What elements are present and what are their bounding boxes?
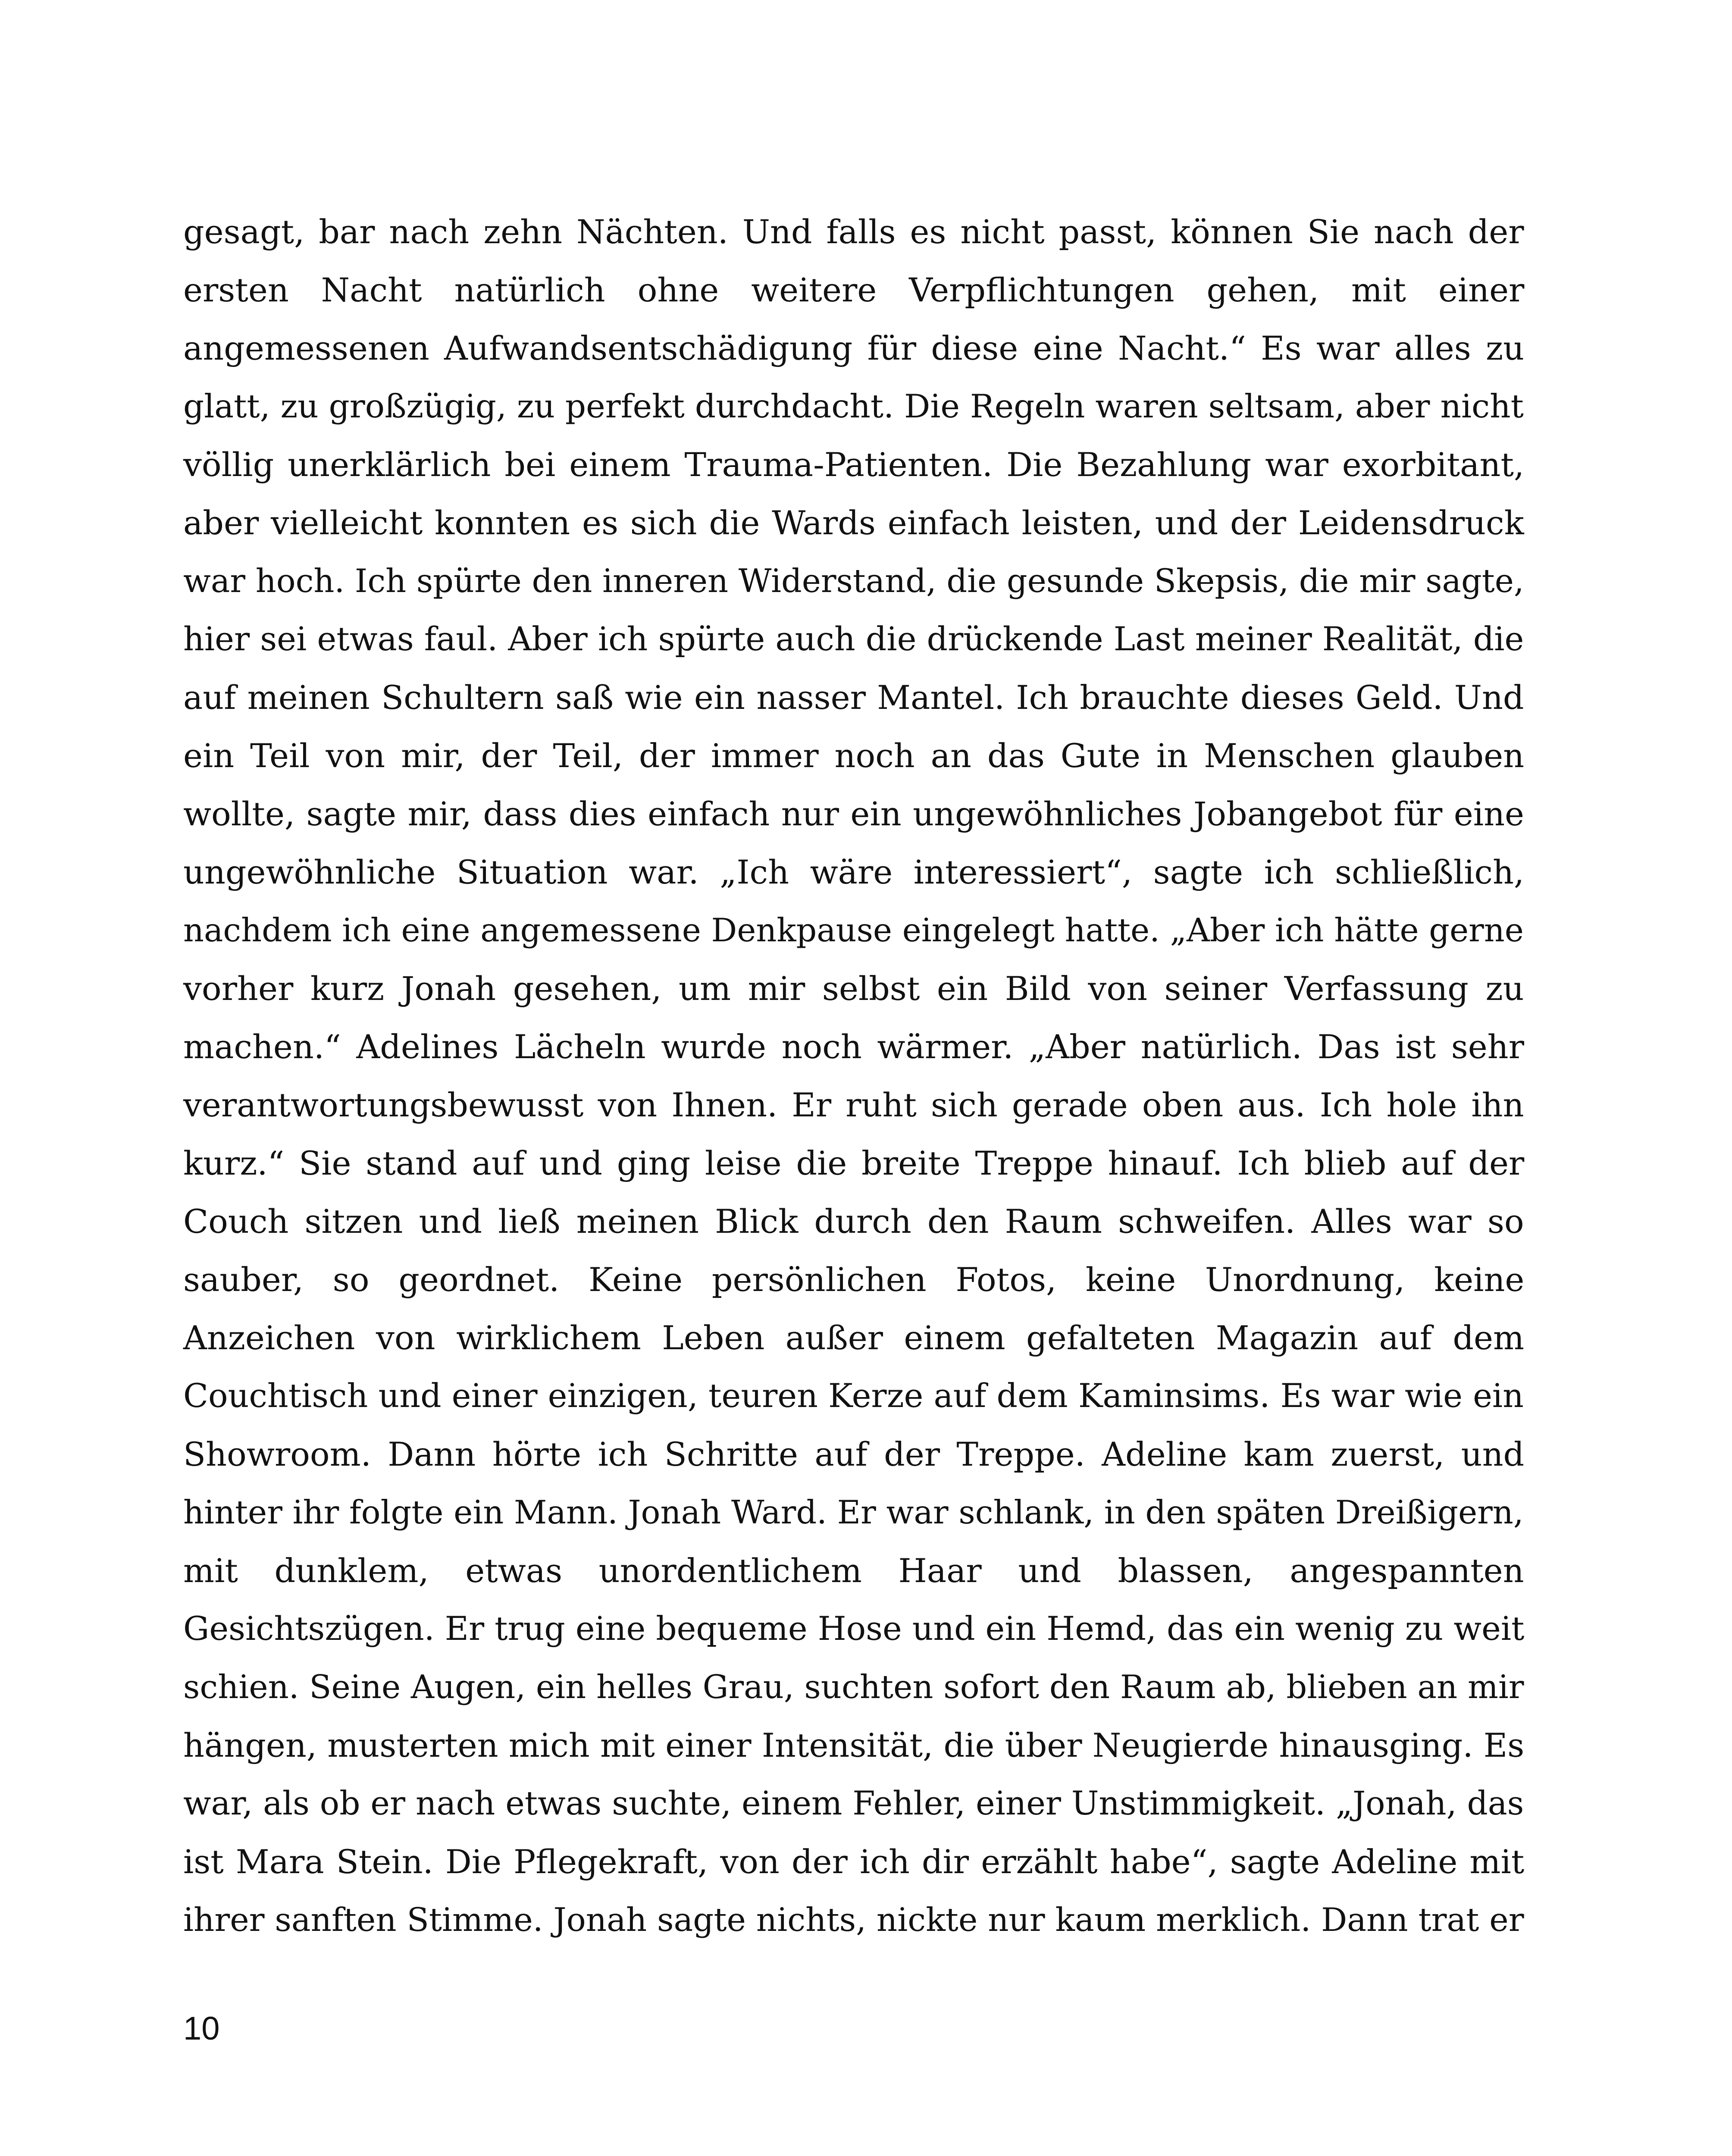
text-line: hier sei etwas faul. Aber ich spürte auch die drückende Last meiner Realität, die [183, 620, 1524, 658]
text-line: ist Mara Stein. Die Pflegekraft, von der ich dir erzählt habe“, sagte Adeline mit [183, 1843, 1525, 1881]
text-line: sauber, so geordnet. Keine persönlichen Fotos, keine Unordnung, keine [183, 1260, 1525, 1299]
text-line: völlig unerklärlich bei einem Trauma-Patienten. Die Bezahlung war exorbitant, [183, 445, 1525, 484]
page-number: 10 [183, 2010, 220, 2047]
text-line: Anzeichen von wirklichem Leben außer einem gefalteten Magazin auf dem [183, 1319, 1525, 1357]
text-line: auf meinen Schultern saß wie ein nasser Mantel. Ich brauchte dieses Geld. Und [183, 678, 1524, 717]
text-line: hängen, musterten mich mit einer Intensität, die über Neugierde hinausging. Es [183, 1726, 1525, 1764]
text-line: ersten Nacht natürlich ohne weitere Verpflichtungen gehen, mit einer [183, 271, 1525, 309]
text-line: glatt, zu großzügig, zu perfekt durchdacht. Die Regeln waren seltsam, aber nicht [183, 387, 1524, 425]
text-line: war, als ob er nach etwas suchte, einem Fehler, einer Unstimmigkeit. „Jonah, das [183, 1784, 1524, 1822]
text-line: Gesichtszügen. Er trug eine bequeme Hose und ein Hemd, das ein wenig zu weit [183, 1610, 1525, 1648]
text-line: mit dunklem, etwas unordentlichem Haar und blassen, angespannten [183, 1551, 1524, 1590]
text-line: ungewöhnliche Situation war. „Ich wäre interessiert“, sagte ich schließlich, [183, 853, 1525, 891]
text-line: Showroom. Dann hörte ich Schritte auf der Treppe. Adeline kam zuerst, und [183, 1435, 1525, 1473]
body-text [183, 203, 1524, 1949]
text-line: machen.“ Adelines Lächeln wurde noch wärmer. „Aber natürlich. Das ist sehr [183, 1028, 1524, 1066]
text-line: aber vielleicht konnten es sich die Wards einfach leisten, und der Leidensdruck [183, 504, 1524, 542]
text-line: ein Teil von mir, der Teil, der immer noch an das Gute in Menschen glauben [183, 736, 1525, 775]
text-line: kurz.“ Sie stand auf und ging leise die breite Treppe hinauf. Ich blieb auf der [183, 1144, 1525, 1182]
text-line: nachdem ich eine angemessene Denkpause eingelegt hatte. „Aber ich hätte gerne [183, 912, 1524, 949]
text-line: hinter ihr folgte ein Mann. Jonah Ward. Er war schlank, in den späten Dreißigern, [183, 1494, 1524, 1531]
text-line: ihrer sanften Stimme. Jonah sagte nichts, nickte nur kaum merklich. Dann trat er [183, 1901, 1524, 1939]
text-line: wollte, sagte mir, dass dies einfach nur ein ungewöhnliches Jobangebot für eine [183, 795, 1525, 833]
text-line: war hoch. Ich spürte den inneren Widerstand, die gesunde Skepsis, die mir sagte, [183, 562, 1524, 600]
text-line: Couchtisch und einer einzigen, teuren Kerze auf dem Kaminsims. Es war wie ein [183, 1377, 1524, 1415]
text-line: schien. Seine Augen, ein helles Grau, suchten sofort den Raum ab, blieben an mir [183, 1668, 1524, 1706]
text-line: vorher kurz Jonah gesehen, um mir selbst ein Bild von seiner Verfassung zu [183, 969, 1524, 1008]
text-line: angemessenen Aufwandsentschädigung für diese eine Nacht.“ Es war alles zu [183, 329, 1525, 367]
text-line: gesagt, bar nach zehn Nächten. Und falls es nicht passt, können Sie nach der [183, 213, 1524, 251]
text-line: Couch sitzen und ließ meinen Blick durch den Raum schweifen. Alles war so [183, 1202, 1524, 1241]
text-line: verantwortungsbewusst von Ihnen. Er ruht sich gerade oben aus. Ich hole ihn [183, 1086, 1524, 1124]
